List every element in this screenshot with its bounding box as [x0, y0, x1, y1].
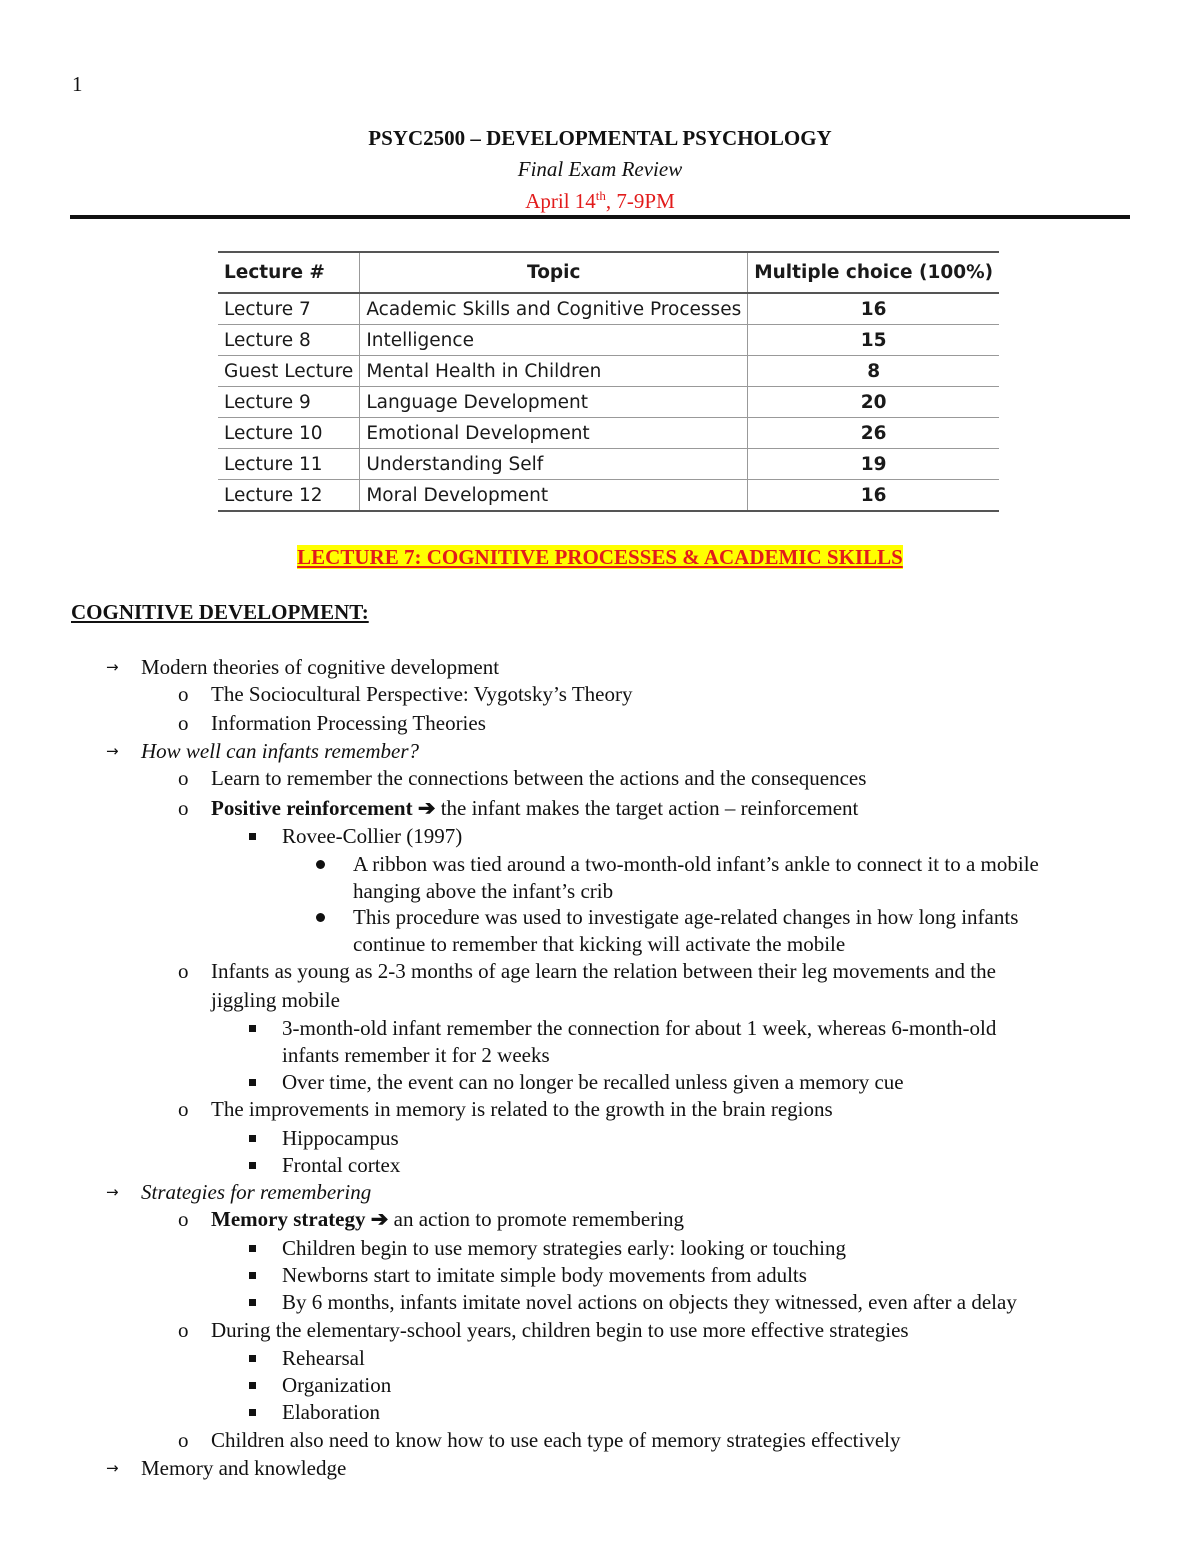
dot-bullet-icon	[316, 913, 325, 922]
list-item: Rehearsal	[282, 1346, 365, 1370]
square-bullet-icon	[249, 1299, 256, 1306]
list-item-continuation: hanging above the infant’s crib	[353, 879, 614, 903]
square-bullet-icon	[249, 1272, 256, 1279]
topic-cell: Academic Skills and Cognitive Processes	[360, 293, 748, 325]
square-bullet-icon	[249, 1135, 256, 1142]
list-item: During the elementary-school years, children begin to use more effective strategies	[211, 1318, 909, 1342]
count-cell: 26	[748, 418, 999, 449]
lecture-heading-text: LECTURE 7: COGNITIVE PROCESSES & ACADEMIC SKILLS	[297, 545, 903, 569]
count-cell: 20	[748, 387, 999, 418]
course-title: PSYC2500 – DEVELOPMENTAL PSYCHOLOGY	[368, 126, 832, 150]
lecture-cell: Lecture 11	[218, 449, 360, 480]
lecture-cell: Lecture 8	[218, 325, 360, 356]
circle-bullet-icon: o	[178, 682, 189, 706]
column-header-multiple-choice: Multiple choice (100%)	[748, 252, 999, 293]
document-subtitle: Final Exam Review	[517, 157, 683, 181]
list-item: Information Processing Theories	[211, 711, 486, 735]
column-header-topic: Topic	[360, 252, 748, 293]
list-item: The Sociocultural Perspective: Vygotsky’s Theory	[211, 682, 633, 706]
circle-bullet-icon: o	[178, 1428, 189, 1452]
count-cell: 15	[748, 325, 999, 356]
arrow-bullet-icon: →	[106, 658, 119, 676]
square-bullet-icon	[249, 1409, 256, 1416]
square-bullet-icon	[249, 833, 256, 840]
circle-bullet-icon: o	[178, 1207, 189, 1231]
list-item: Over time, the event can no longer be recalled unless given a memory cue	[282, 1070, 904, 1094]
exam-weight-table	[218, 251, 999, 512]
count-cell: 19	[748, 449, 999, 480]
exam-date-main: April 14	[525, 189, 596, 213]
square-bullet-icon	[249, 1382, 256, 1389]
count-cell: 16	[748, 293, 999, 325]
circle-bullet-icon: o	[178, 766, 189, 790]
lecture-cell: Guest Lecture	[218, 356, 360, 387]
list-item: Memory and knowledge	[141, 1456, 347, 1480]
exam-date	[0, 188, 1200, 214]
exam-date-time: , 7-9PM	[605, 189, 675, 213]
page-number: 1	[72, 72, 83, 96]
list-item-continuation: jiggling mobile	[211, 988, 340, 1012]
table-row	[218, 387, 999, 418]
count-cell: 8	[748, 356, 999, 387]
table-row	[218, 480, 999, 512]
table-row	[218, 356, 999, 387]
list-item: Children begin to use memory strategies early: looking or touching	[282, 1236, 846, 1260]
lecture-heading	[0, 545, 1200, 570]
topic-cell: Intelligence	[360, 325, 748, 356]
arrow-bullet-icon: →	[106, 1459, 119, 1477]
exam-date-sup: th	[595, 188, 606, 203]
list-item	[211, 795, 858, 822]
list-item: The improvements in memory is related to the growth in the brain regions	[211, 1097, 833, 1121]
list-item: Elaboration	[282, 1400, 380, 1424]
list-item-continuation: continue to remember that kicking will activate the mobile	[353, 932, 846, 956]
table-row	[218, 418, 999, 449]
term-definition: an action to promote remembering	[388, 1207, 685, 1231]
square-bullet-icon	[249, 1025, 256, 1032]
topic-cell: Language Development	[360, 387, 748, 418]
list-item: By 6 months, infants imitate novel actions on objects they witnessed, even after a delay	[282, 1290, 1017, 1314]
table-row	[218, 449, 999, 480]
column-header-lecture: Lecture #	[218, 252, 360, 293]
list-item: Hippocampus	[282, 1126, 399, 1150]
list-item-continuation: infants remember it for 2 weeks	[282, 1043, 550, 1067]
circle-bullet-icon: o	[178, 711, 189, 735]
list-item: Infants as young as 2-3 months of age learn the relation between their leg movements and the	[211, 959, 996, 983]
topic-cell: Mental Health in Children	[360, 356, 748, 387]
topic-cell: Understanding Self	[360, 449, 748, 480]
term-label: Positive reinforcement	[211, 796, 413, 820]
square-bullet-icon	[249, 1355, 256, 1362]
table-header-row	[218, 252, 999, 293]
square-bullet-icon	[249, 1245, 256, 1252]
lecture-cell: Lecture 7	[218, 293, 360, 325]
table-row	[218, 293, 999, 325]
arrow-bullet-icon: →	[106, 742, 119, 760]
list-item: Organization	[282, 1373, 392, 1397]
term-arrow-icon: ➔	[417, 796, 436, 820]
topic-cell: Emotional Development	[360, 418, 748, 449]
header-divider	[70, 215, 1130, 219]
term-label: Memory strategy	[211, 1207, 366, 1231]
list-item: This procedure was used to investigate age-related changes in how long infants	[353, 905, 1019, 929]
dot-bullet-icon	[316, 860, 325, 869]
topic-cell: Moral Development	[360, 480, 748, 512]
list-item: A ribbon was tied around a two-month-old infant’s ankle to connect it to a mobile	[353, 852, 1039, 876]
list-item: Children also need to know how to use each type of memory strategies effectively	[211, 1428, 901, 1452]
list-item: Modern theories of cognitive development	[141, 655, 500, 679]
circle-bullet-icon: o	[178, 796, 189, 820]
list-item: Rovee-Collier (1997)	[282, 824, 463, 848]
list-item: Frontal cortex	[282, 1153, 401, 1177]
lecture-cell: Lecture 12	[218, 480, 360, 512]
list-item: Strategies for remembering	[141, 1180, 372, 1204]
term-arrow-icon: ➔	[370, 1207, 389, 1231]
list-item: Learn to remember the connections between the actions and the consequences	[211, 766, 867, 790]
table-row	[218, 325, 999, 356]
term-definition: the infant makes the target action – reinforcement	[435, 796, 859, 820]
list-item: How well can infants remember?	[141, 739, 420, 763]
lecture-cell: Lecture 10	[218, 418, 360, 449]
circle-bullet-icon: o	[178, 1318, 189, 1342]
list-item	[211, 1206, 684, 1233]
lecture-cell: Lecture 9	[218, 387, 360, 418]
circle-bullet-icon: o	[178, 1097, 189, 1121]
list-item: Newborns start to imitate simple body movements from adults	[282, 1263, 807, 1287]
square-bullet-icon	[249, 1079, 256, 1086]
square-bullet-icon	[249, 1162, 256, 1169]
count-cell: 16	[748, 480, 999, 512]
arrow-bullet-icon: →	[106, 1183, 119, 1201]
circle-bullet-icon: o	[178, 959, 189, 983]
section-heading: COGNITIVE DEVELOPMENT:	[71, 600, 369, 624]
list-item: 3-month-old infant remember the connection for about 1 week, whereas 6-month-old	[282, 1016, 997, 1040]
